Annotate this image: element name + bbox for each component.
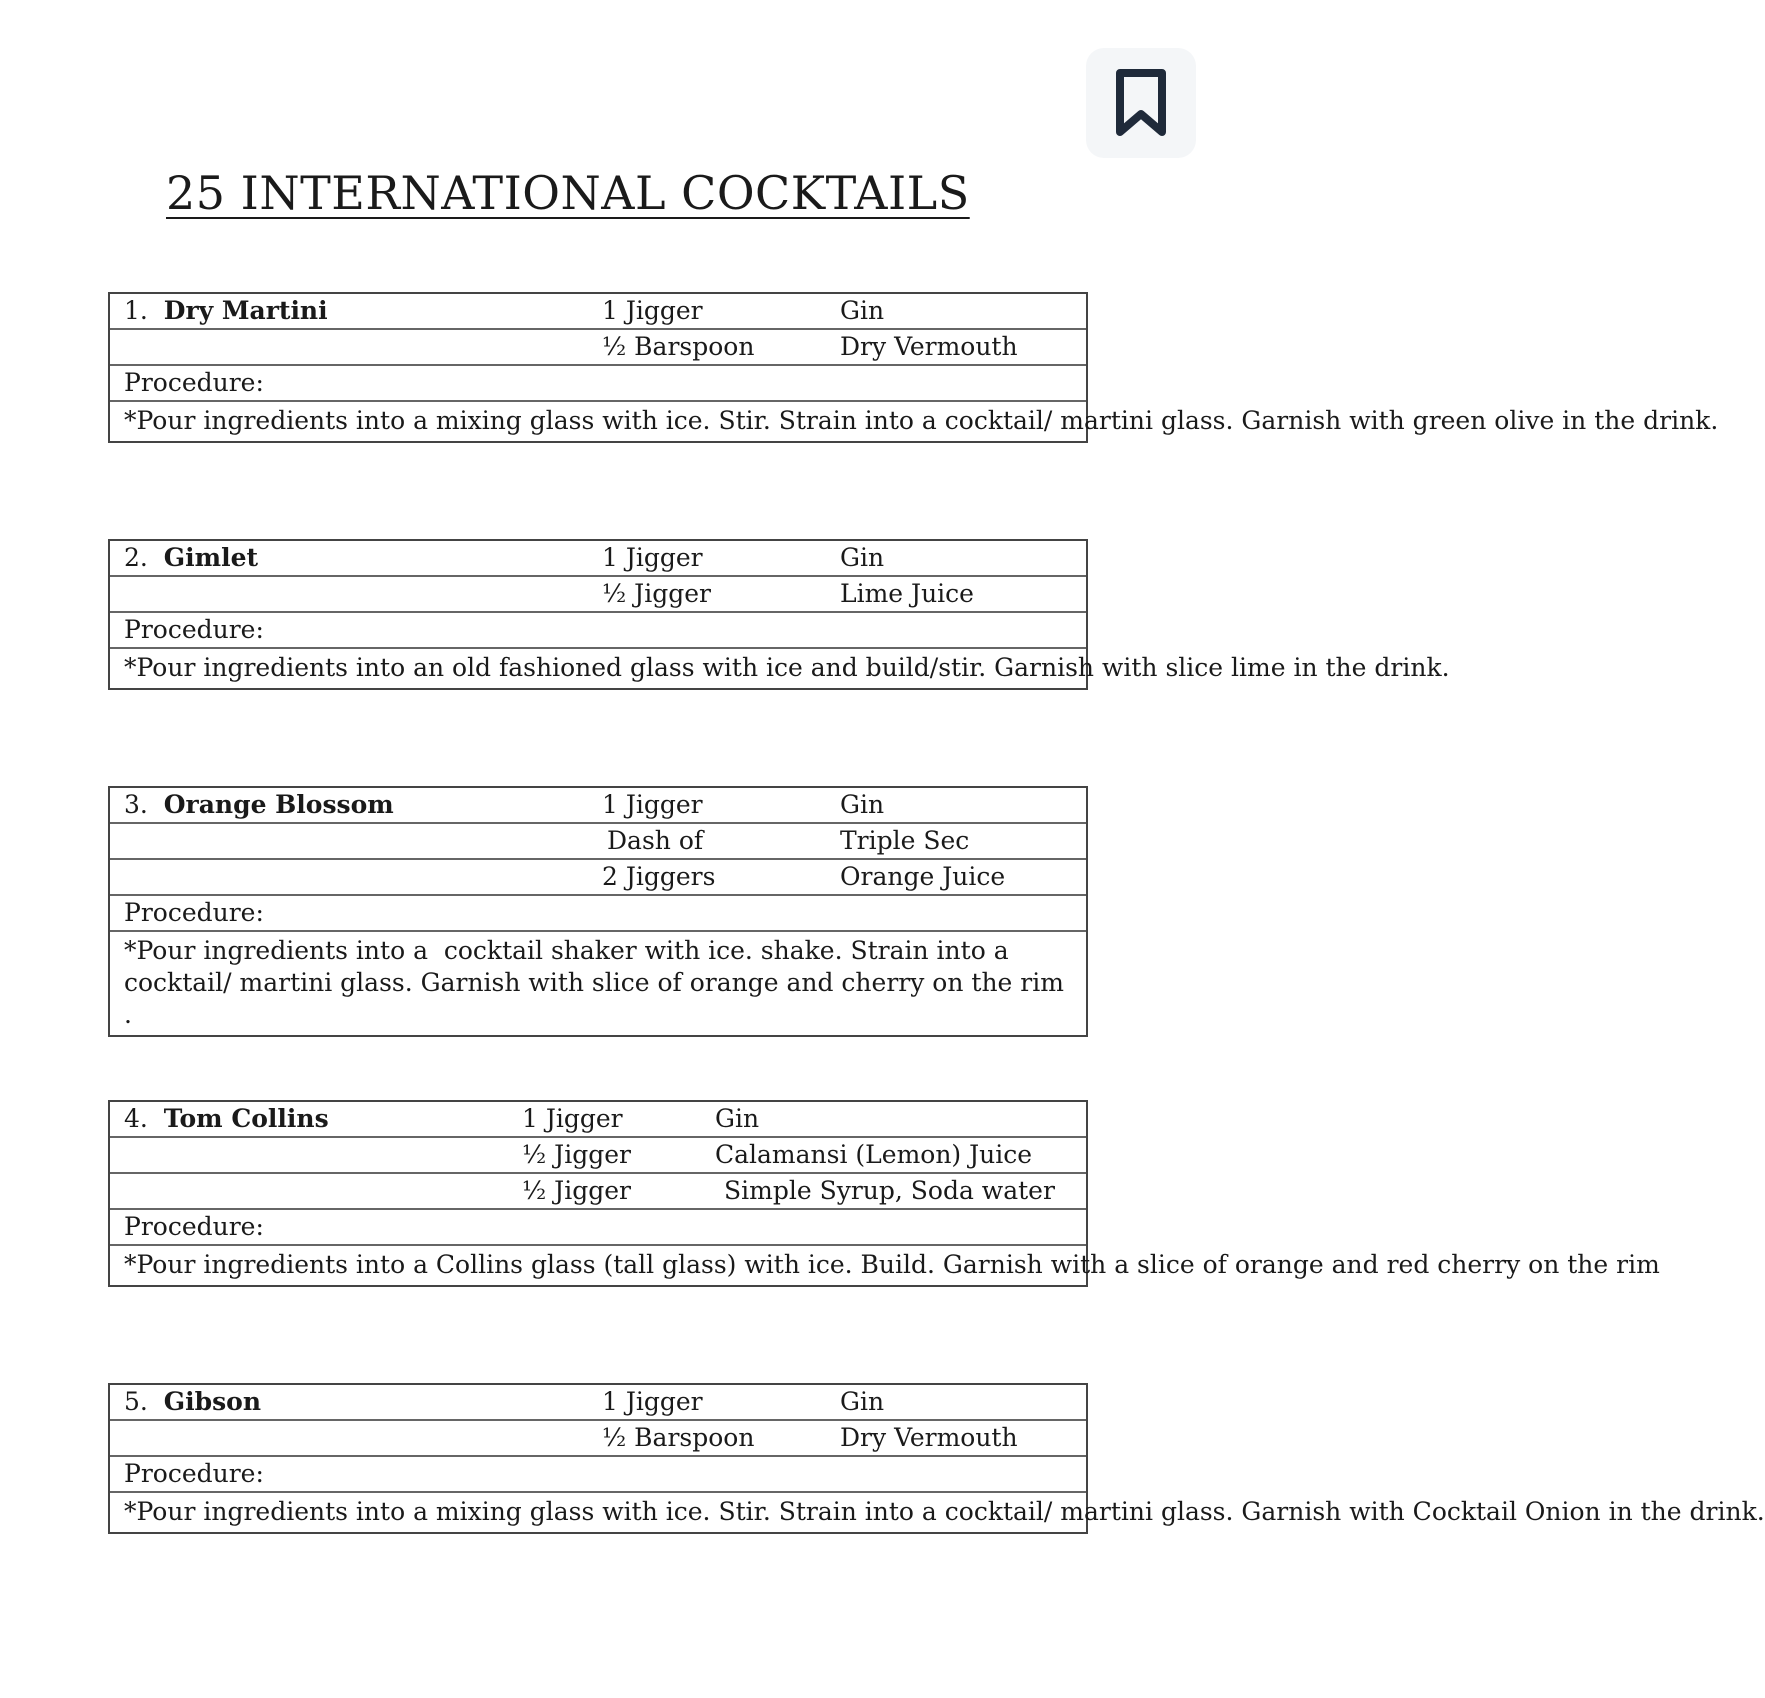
ingredient-quantity: ½ Jigger	[522, 1176, 631, 1205]
recipe-header-row	[110, 541, 1086, 577]
ingredient-quantity: 1 Jigger	[602, 543, 703, 572]
recipe-card-dry-martini	[108, 292, 1719, 443]
recipe-number: 3.	[124, 790, 148, 819]
recipe-card-tom-collins	[108, 1100, 1660, 1287]
ingredient-name: Dry Vermouth	[840, 332, 1018, 361]
recipe-title: Tom Collins	[163, 1104, 329, 1133]
recipe-header-row	[110, 294, 1086, 330]
procedure-text: *Pour ingredients into a mixing glass with ice. Stir. Strain into a cocktail/ martini glass. Garnish with green olive in the drink.	[124, 406, 1719, 435]
recipe-number: 2.	[124, 543, 148, 572]
ingredient-name: Gin	[715, 1104, 760, 1133]
ingredient-row	[110, 860, 1086, 896]
procedure-label: Procedure:	[124, 615, 264, 644]
recipe-number: 4.	[124, 1104, 148, 1133]
recipe-number: 5.	[124, 1387, 148, 1416]
ingredient-row	[110, 577, 1086, 613]
recipe-card-gibson	[108, 1383, 1765, 1534]
ingredient-name: Simple Syrup, Soda water	[724, 1176, 1055, 1205]
ingredient-quantity: ½ Barspoon	[602, 1423, 755, 1452]
ingredient-name: Triple Sec	[840, 826, 970, 855]
ingredient-name: Gin	[840, 790, 885, 819]
ingredient-name: Lime Juice	[840, 579, 974, 608]
ingredient-quantity: ½ Barspoon	[602, 332, 755, 361]
procedure-label-row	[110, 366, 1086, 402]
ingredient-name: Orange Juice	[840, 862, 1006, 891]
recipe-header-row	[110, 1102, 1086, 1138]
ingredient-quantity: Dash of	[607, 826, 704, 855]
ingredient-quantity: 1 Jigger	[602, 296, 703, 325]
recipe-title: Dry Martini	[163, 296, 328, 325]
ingredient-row	[110, 1421, 1086, 1457]
recipe-number: 1.	[124, 296, 148, 325]
ingredient-row	[110, 1174, 1086, 1210]
ingredient-quantity: 1 Jigger	[522, 1104, 623, 1133]
recipe-title: Gibson	[163, 1387, 262, 1416]
ingredient-name: Calamansi (Lemon) Juice	[715, 1140, 1033, 1169]
recipe-card-orange-blossom	[108, 786, 1088, 1037]
bookmark-button[interactable]	[1086, 48, 1196, 158]
procedure-text: *Pour ingredients into a Collins glass (tall glass) with ice. Build. Garnish with a slice of orange and red cherry on the rim	[124, 1250, 1660, 1279]
procedure-text: *Pour ingredients into a cocktail shaker with ice. shake. Strain into a cocktail/ martini glass. Garnish with slice of orange and cherry on the rim .	[124, 936, 1072, 1029]
procedure-label-row	[110, 613, 1086, 649]
procedure-label-row	[110, 896, 1086, 932]
procedure-label-row	[110, 1457, 1086, 1493]
recipe-header-row	[110, 1385, 1086, 1421]
page-title: 25 INTERNATIONAL COCKTAILS	[166, 166, 970, 220]
ingredient-name: Gin	[840, 296, 885, 325]
recipe-name	[124, 296, 328, 326]
recipe-card-gimlet	[108, 539, 1450, 690]
recipe-name	[124, 790, 394, 820]
recipe-name	[124, 1104, 329, 1134]
bookmark-icon	[1114, 68, 1168, 138]
procedure-label: Procedure:	[124, 1459, 264, 1488]
recipe-name	[124, 543, 258, 573]
ingredient-row	[110, 824, 1086, 860]
ingredient-quantity: ½ Jigger	[602, 579, 711, 608]
recipe-name	[124, 1387, 261, 1417]
procedure-label: Procedure:	[124, 368, 264, 397]
ingredient-name: Gin	[840, 543, 885, 572]
procedure-text: *Pour ingredients into an old fashioned glass with ice and build/stir. Garnish with slice lime in the drink.	[124, 653, 1450, 682]
procedure-label-row	[110, 1210, 1086, 1246]
recipe-title: Orange Blossom	[163, 790, 394, 819]
ingredient-quantity: 2 Jiggers	[602, 862, 716, 891]
recipe-header-row	[110, 788, 1086, 824]
ingredient-row	[110, 1138, 1086, 1174]
procedure-label: Procedure:	[124, 898, 264, 927]
ingredient-quantity: ½ Jigger	[522, 1140, 631, 1169]
ingredient-quantity: 1 Jigger	[602, 790, 703, 819]
ingredient-row	[110, 330, 1086, 366]
procedure-label: Procedure:	[124, 1212, 264, 1241]
ingredient-name: Gin	[840, 1387, 885, 1416]
ingredient-quantity: 1 Jigger	[602, 1387, 703, 1416]
procedure-text: *Pour ingredients into a mixing glass with ice. Stir. Strain into a cocktail/ martini glass. Garnish with Cocktail Onion in the drink.	[124, 1497, 1765, 1526]
ingredient-name: Dry Vermouth	[840, 1423, 1018, 1452]
recipe-title: Gimlet	[163, 543, 259, 572]
